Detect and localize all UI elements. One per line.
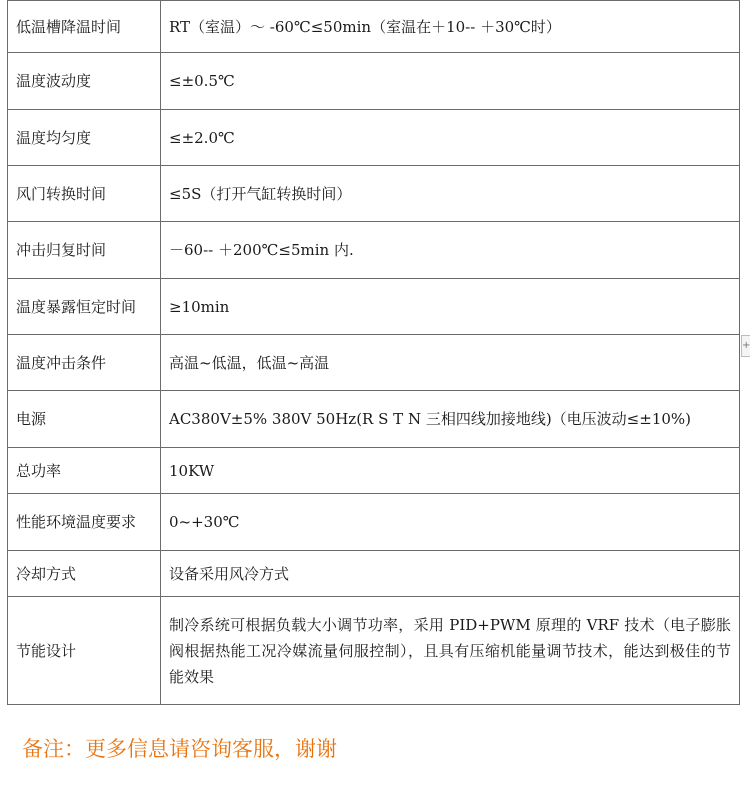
row-value: AC380V±5% 380V 50Hz(R S T N 三相四线加接地线)（电压波动≤±10%) xyxy=(161,391,740,448)
table-row xyxy=(8,53,740,110)
row-label: 冲击归复时间 xyxy=(8,222,161,279)
row-label: 节能设计 xyxy=(8,597,161,705)
row-label: 低温槽降温时间 xyxy=(8,1,161,53)
row-value: RT（室温）～ -60℃≤50min（室温在＋10-- ＋30℃时） xyxy=(161,1,740,53)
table-row xyxy=(8,110,740,166)
row-value: ≤±2.0℃ xyxy=(161,110,740,166)
table-row xyxy=(8,335,740,391)
row-value: 高温~低温，低温~高温 xyxy=(161,335,740,391)
row-value: ≤±0.5℃ xyxy=(161,53,740,110)
row-label: 风门转换时间 xyxy=(8,166,161,222)
row-value: 设备采用风冷方式 xyxy=(161,551,740,597)
table-row xyxy=(8,494,740,551)
row-value: 制冷系统可根据负载大小调节功率，采用 PID+PWM 原理的 VRF 技术（电子膨胀阀根据热能工况冷媒流量伺服控制），且具有压缩机能量调节技术，能达到极佳的节能效果 xyxy=(161,597,740,705)
expand-icon[interactable]: + xyxy=(741,335,750,357)
table-row xyxy=(8,279,740,335)
table-row xyxy=(8,391,740,448)
table-row xyxy=(8,166,740,222)
row-value: 0~+30℃ xyxy=(161,494,740,551)
row-label: 性能环境温度要求 xyxy=(8,494,161,551)
table-row xyxy=(8,597,740,705)
row-label: 总功率 xyxy=(8,448,161,494)
row-value: －60-- ＋200℃≤5min 内. xyxy=(161,222,740,279)
spec-table xyxy=(7,0,740,705)
row-value: 10KW xyxy=(161,448,740,494)
row-label: 温度暴露恒定时间 xyxy=(8,279,161,335)
row-label: 电源 xyxy=(8,391,161,448)
row-value: ≥10min xyxy=(161,279,740,335)
contact-note: 备注：更多信息请咨询客服，谢谢 xyxy=(22,737,337,761)
table-row xyxy=(8,551,740,597)
row-label: 温度波动度 xyxy=(8,53,161,110)
table-row xyxy=(8,222,740,279)
table-row xyxy=(8,1,740,53)
table-row xyxy=(8,448,740,494)
row-label: 温度均匀度 xyxy=(8,110,161,166)
row-label: 冷却方式 xyxy=(8,551,161,597)
row-value: ≤5S（打开气缸转换时间） xyxy=(161,166,740,222)
row-label: 温度冲击条件 xyxy=(8,335,161,391)
